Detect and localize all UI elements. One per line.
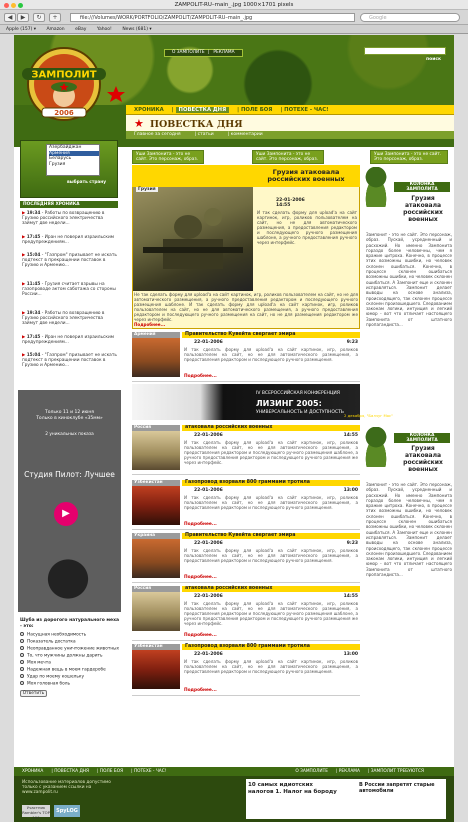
ad-line3: УНИВЕРСАЛЬНОСТЬ И ДОСТУПНОСТЬ [256, 410, 344, 415]
promo-title: Студия Пилот: Лучшее [24, 470, 115, 479]
page-title: ПОВЕСТКА ДНЯ [150, 119, 243, 130]
bookmark-apple[interactable]: Apple (157) ▾ [6, 27, 37, 32]
article-title[interactable]: Правительство Кувейта свергает эмира [182, 533, 360, 539]
country-option[interactable]: Грузия [49, 161, 66, 167]
article-image[interactable] [132, 539, 180, 578]
article-date: 22-01-2006 [194, 488, 223, 493]
window-title-bar [0, 0, 468, 10]
radio-icon[interactable] [20, 632, 24, 636]
news-time: 15:04 [26, 253, 41, 258]
address-bar[interactable]: file:///Volumes/WORK/PORTFOLIO/ZAMPOLIT/ZAMPOLIT-RU–main_.jpg [70, 13, 355, 22]
top-banner[interactable]: Уши Зампонита - это не сайт. Это персонаж, образ. [132, 150, 204, 164]
article-image[interactable] [132, 431, 180, 470]
ad-line4: 2 декабря, "Балчуг Мос" [344, 413, 393, 418]
radio-icon[interactable] [20, 639, 24, 643]
country-option-selected[interactable]: Армения [49, 151, 99, 157]
column-heading: КОЛОНКА ЗАМПОЛИТА [394, 182, 450, 192]
back-button[interactable]: ◀ [4, 13, 16, 22]
minimize-window-button[interactable] [11, 3, 16, 8]
column-body: Зампонит - это не сайт. Это персонаж, образ. Пускай, усредненный и расхожий. Но именно Зампонита гораздо более человечны, чем я вражие цитроха. Конечно, в процессе этих возможны ошибки, но человек склонен ошибаться. Конечно, в процессе склонен ошибаться возможны ошибки, но человек склонен ошибаться. А Зампонит еще и склонен исправляться. Зампонит делает выводы на основе анализа, происходящего, так склонен процессе склонен произошедшего. Следованием законам логики, интуиция и легкий юмор - вот что отличает настоящего Зампонита от штатного пропагандиста... [366, 482, 452, 578]
browser-toolbar [0, 10, 468, 25]
site-search-input[interactable] [364, 47, 446, 55]
news-time: 19:34 [26, 211, 41, 216]
country-option[interactable]: Азербайджан [49, 145, 82, 150]
article-more-link[interactable]: Подробнее... [184, 688, 217, 693]
feature-body: И так сделать форму для upload'а на сайт картинок, игр, роликов пользователем на сайт, но не для автоматического размещения, а предоставления редактором и последующего ручного размещения шаблоне, а ручного предоставления ручного через интерфейс. [257, 210, 357, 245]
article-item [132, 644, 360, 696]
poll-option[interactable] [20, 639, 120, 645]
bookmark-ebay[interactable]: eBay [75, 27, 87, 32]
promo-banner[interactable] [18, 390, 121, 612]
news-time: 19:34 [26, 311, 41, 316]
spylog-counter-badge[interactable]: SpyLOG [54, 805, 80, 817]
site-logo[interactable] [16, 38, 126, 126]
promo-line1: Только 11 и 12 июня [45, 410, 94, 415]
web-page [14, 35, 454, 822]
promo-illustration [28, 540, 108, 605]
poll-option[interactable] [20, 646, 120, 652]
news-time: 15:04 [26, 353, 41, 358]
reload-button[interactable]: ↻ [33, 13, 45, 22]
poll-option-label: Надежная вещь в моем гардеробе [27, 667, 106, 673]
subnav-articles[interactable]: статьи [197, 132, 214, 137]
nav-fun[interactable]: ПОТЕХЕ - ЧАС! [284, 107, 329, 113]
article-image[interactable] [132, 592, 180, 631]
article-more-link[interactable]: Подробнее... [184, 522, 217, 527]
country-option[interactable]: Беларусь [49, 156, 72, 161]
article-title[interactable]: Газопровод взорвали 800 граммами тротила [182, 480, 360, 486]
news-text: - Работы по возвращению в Грузию российского электричества займут две недели... [22, 311, 105, 327]
article-title[interactable]: атаковала российских военных [182, 425, 360, 431]
feature-region: Грузия [138, 187, 156, 192]
ads-link[interactable]: РЕКЛАМА [213, 50, 235, 55]
news-time: 17:45 [26, 235, 41, 240]
poll-option[interactable] [20, 632, 120, 638]
news-time: 11:45 [26, 282, 41, 287]
ad-line2: ЛИЗИНГ 2005: [256, 399, 322, 408]
bookmark-amazon[interactable]: Amazon [46, 27, 65, 32]
footer-ad-1[interactable]: 10 самых идиотских налогов 1. Налог на бороду [248, 782, 337, 795]
poll-option[interactable] [20, 681, 120, 687]
article-body: И так сделать форму для upload'а на сайт картинок, игр, роликов пользователем на сайт, но не для автоматического размещения, а предоставления редактором и последующего ручного размещения шаблоне, а ручного предоставления редактором и последующего ручного размещения же через интерфейс. [184, 440, 358, 465]
article-date: 22-01-2006 [194, 594, 223, 599]
list-item[interactable]: ▶ 15:04 - "Газпром" призывает не искать подтекст в прекращении поставок в Грузию и Армению... [22, 253, 117, 269]
feature-title[interactable]: Грузия атаковала российских военных [267, 168, 345, 184]
article-time: 13:00 [343, 488, 358, 493]
browser-search-input[interactable]: Google [360, 13, 460, 22]
main-navigation: ХРОНИКА | ПОВЕСТКА ДНЯ | ПОЛЕ БОЯ | ПОТЕХЕ - ЧАС! [126, 105, 454, 115]
footer-navigation: ХРОНИКА | ПОВЕСТКА ДНЯ | ПОЛЕ БОЯ | ПОТЕХЕ - ЧАС! О ЗАМПОЛИТЕ | РЕКЛАМА | ЗАМПОЛИТ ТРЕБУЮТСЯ [14, 767, 454, 776]
article-time: 13:00 [343, 652, 358, 657]
poll-option-label: Неоправданное уничтожение животных [27, 646, 120, 652]
poll-option-label: Показатель достатка [27, 639, 76, 645]
article-region: Узбекистан [132, 644, 180, 650]
footer-nav-battlefield[interactable]: ПОЛЕ БОЯ [99, 769, 124, 774]
radio-icon[interactable] [20, 646, 24, 650]
news-text: - Работы по возвращению в Грузию российского электричества займут две недели... [22, 211, 105, 227]
article-image[interactable] [132, 338, 180, 377]
forward-button[interactable]: ▶ [17, 13, 29, 22]
footer-nav-fun[interactable]: ПОТЕХЕ - ЧАС! [133, 769, 167, 774]
footer-about-link[interactable]: О ЗАМПОЛИТЕ [295, 769, 328, 774]
top-banner[interactable]: Уши Зампонита - это не сайт. Это персонаж, образ. [252, 150, 324, 164]
article-time: 14:55 [343, 594, 358, 599]
poll-option-label: Насущная необходимость [27, 632, 87, 638]
about-link[interactable]: О ЗАМПОЛИТЕ [172, 50, 205, 55]
soldier-photo [133, 187, 253, 291]
ad-line1: IV ВСЕРОССИЙСКАЯ КОНФЕРЕНЦИЯ [256, 391, 340, 396]
article-time: 14:55 [343, 433, 358, 438]
select-country-button[interactable]: выбрать страну [67, 180, 107, 185]
list-item[interactable]: ▶ 11:45 - Грузия считает взрывы на газопроводе актом саботажа со стороны России... [22, 282, 116, 298]
list-item[interactable]: ▶ 17:45 - Иран не поверил израильским предупреждениям... [22, 235, 114, 246]
bookmarks-bar [0, 25, 468, 34]
top-links: О ЗАМПОЛИТЕ | РЕКЛАМА [164, 49, 243, 57]
rambler-counter-badge[interactable]: Участник Rambler's TOP 100 [22, 805, 50, 820]
poll-option[interactable] [20, 660, 120, 666]
article-date: 22-01-2006 [194, 652, 223, 657]
article-item [132, 480, 360, 530]
search-button[interactable]: поиск [426, 57, 442, 62]
list-item[interactable]: ▶ 15:04 - "Газпром" призывает не искать подтекст в прекращении поставок в Грузию и Армению... [22, 353, 117, 369]
article-more-link[interactable]: Подробнее... [184, 374, 217, 379]
article-body: И так сделать форму для upload'а на сайт картинок, игр, роликов пользователем на сайт, но не для автоматического размещения, а предоставления редактором и последующего ручного размещения шаблоне, а ручного предоставления редактором и последующего ручного размещения же через интерфейс. [184, 601, 358, 626]
article-date: 22-01-2006 [194, 433, 223, 438]
news-text: - "Газпром" призывает не искать подтекст в прекращении поставок в Грузию и Армению... [22, 353, 117, 369]
footer-right-links: О ЗАМПОЛИТЕ | РЕКЛАМА | ЗАМПОЛИТ ТРЕБУЮТСЯ [295, 769, 424, 774]
news-text: - Грузия считает взрывы на газопроводе актом саботажа со стороны России... [22, 282, 116, 298]
promo-line3: 2 уникальных показа [45, 432, 94, 437]
article-region: Армения [132, 332, 180, 338]
footer-nav-agenda[interactable]: ПОВЕСТКА ДНЯ [54, 769, 90, 774]
article-item [132, 425, 360, 475]
copyright-text: Использование материалов допустимо только с указанием ссылки на www.zampolit.ru [22, 780, 111, 795]
list-item[interactable]: ▶ 17:45 - Иран не поверил израильским предупреждениям... [22, 335, 114, 346]
bookmark-yahoo[interactable]: Yahoo! [96, 27, 112, 32]
zampolit-mascot-icon [360, 427, 392, 467]
article-body: И так сделать форму для upload'а на сайт картинок, игр, роликов пользователем на сайт, но не для автоматического размещения, а предоставления редактором и последующего ручного размещения. [184, 495, 358, 510]
poll-submit-button[interactable]: Ответить [20, 690, 47, 697]
news-text: - Иран не поверил израильским предупреждениям... [22, 335, 114, 346]
article-image[interactable] [132, 650, 180, 689]
article-region: Украина [132, 533, 180, 539]
bookmark-news[interactable]: News (681) ▾ [122, 27, 152, 32]
list-item[interactable]: ▶ 19:34 - Работы по возвращению в Грузию российского электричества займут две недели... [22, 211, 105, 227]
close-window-button[interactable] [4, 3, 9, 8]
article-item [132, 533, 360, 583]
feature-more-link[interactable]: Подробнее... [134, 322, 166, 327]
article-more-link[interactable]: Подробнее... [184, 633, 217, 638]
zoom-window-button[interactable] [18, 3, 23, 8]
logo-text: ЗАМПОЛИТ [31, 69, 97, 81]
column-body: Зампонит - это не сайт. Это персонаж, образ. Пускай, усредненный и расхожий. Но именно Зампонита гораздо более человечны, чем я вражие цитроха. Конечно, в процессе этих возможны ошибки, но человек склонен ошибаться. Конечно, в процессе склонен ошибаться возможны ошибки, но человек склонен ошибаться. А Зампонит еще и склонен исправляться. Зампонит делает выводы на основе анализа, происходящего, так склонен процессе склонен произошедшего. Следованием законам логики, интуиция и легкий юмор - вот что отличает настоящего Зампонита от штатного пропагандиста... [366, 232, 452, 328]
article-title[interactable]: Газопровод взорвали 800 граммами тротила [182, 644, 360, 650]
poll-option[interactable] [20, 674, 120, 680]
article-body: И так сделать форму для upload'а на сайт картинок, игр, роликов пользователем на сайт, но не для автоматического размещения, а предоставления редактором и последующего ручного размещения. [184, 347, 358, 362]
article-time: 9:23 [346, 340, 358, 345]
news-time: 17:45 [26, 335, 41, 340]
article-region: Россия [132, 586, 180, 592]
article-more-link[interactable]: Подробнее... [184, 575, 217, 580]
radio-icon[interactable] [20, 653, 24, 657]
nav-battlefield[interactable]: ПОЛЕ БОЯ [240, 107, 273, 113]
feature-body-text: Не так сделать форму для upload'а на сайт картинок, игр, роликов пользователем на сайт, но не для автоматического размещения, а ручного предоставления редактором и последующего ручного размещения шаблоне. И так сделать форму для upload'а на сайт картинок, игр, роликов пользователем на сайт, но не для автоматического размещения, а ручного предоставления редактором и последующего ручного размещения на сайт, но не для размещения редактором же через интерфейс. [134, 292, 358, 322]
add-bookmark-button[interactable]: + [49, 13, 61, 22]
list-item[interactable]: ▶ 19:34 - Работы по возвращению в Грузию российского электричества займут две недели... [22, 311, 105, 327]
footer-jobs-link[interactable]: ЗАМПОЛИТ ТРЕБУЮТСЯ [370, 769, 424, 774]
article-date: 22-01-2006 [194, 340, 223, 345]
poll-question: Шуба из дорогого натурального меха - это: [20, 618, 120, 629]
subnav-comments[interactable]: комментарии [230, 132, 263, 137]
article-item [132, 332, 360, 382]
article-region: Узбекистан [132, 480, 180, 486]
poll-option[interactable] [20, 653, 120, 659]
news-text: - "Газпром" призывает не искать подтекст в прекращении поставок в Грузию и Армению... [22, 253, 117, 269]
poll-option-label: Моя мечта [27, 660, 51, 666]
column-title[interactable]: Грузия атаковала российских военных [403, 195, 443, 223]
subnav-today[interactable]: Главное за сегодня [134, 132, 181, 137]
feature-body-continued [134, 292, 358, 327]
sub-navigation: Главное за сегодня | статьи | комментарии [126, 131, 454, 139]
article-title[interactable]: атаковала российских военных [182, 586, 360, 592]
news-text: - Иран не поверил израильским предупреждениям... [22, 235, 114, 246]
latest-news-heading: ПОСЛЕДНЯЯ ХРОНИКА [20, 201, 118, 208]
column-title[interactable]: Грузия атаковала российских военных [403, 445, 443, 473]
zampolit-mascot-icon [360, 167, 392, 207]
star-icon: ★ [134, 117, 144, 130]
promo-line2: Только в киноклубе «35мм» [36, 416, 103, 421]
article-time: 9:23 [346, 541, 358, 546]
poll-option[interactable] [20, 667, 120, 673]
article-item [132, 586, 360, 641]
article-image[interactable] [132, 486, 180, 525]
logo-year: 2006 [54, 109, 74, 117]
footer-ads-link[interactable]: РЕКЛАМА [338, 769, 360, 774]
poll-option-label: Моя головная боль [27, 681, 71, 687]
article-region: Россия [132, 425, 180, 431]
feature-datetime [276, 198, 305, 208]
poll-option-label: То, что мужчины должны дарить [27, 653, 103, 659]
top-banner[interactable]: Уши Зампонита - это не сайт. Это персонаж, образ. [370, 150, 448, 164]
feature-image[interactable] [133, 187, 253, 291]
promo-dates [18, 410, 121, 422]
feature-time: 14:55 [276, 203, 291, 208]
radio-icon[interactable] [20, 681, 24, 685]
play-icon[interactable]: ▶ [54, 502, 78, 526]
column-heading: КОЛОНКА ЗАМПОЛИТА [394, 433, 450, 443]
nav-agenda[interactable]: ПОВЕСТКА ДНЯ [176, 107, 230, 113]
article-body: И так сделать форму для upload'а на сайт картинок, игр, роликов пользователем на сайт, но не для автоматического размещения, а предоставления редактором и последующего ручного размещения. [184, 548, 358, 563]
article-title[interactable]: Правительство Кувейта свергает эмира [182, 332, 360, 338]
country-list[interactable] [46, 144, 100, 176]
article-date: 22-01-2006 [194, 541, 223, 546]
window-title: ZAMPOLIT-RU–main_.jpg 1000×1701 pixels [174, 2, 294, 8]
nav-chronicle[interactable]: ХРОНИКА [134, 107, 164, 113]
poll-option-label: Удар по моему кошельку [27, 674, 85, 680]
article-body: И так сделать форму для upload'а на сайт картинок, игр, роликов пользователем на сайт, но не для автоматического размещения, а предоставления редактором и последующего ручного размещения. [184, 659, 358, 674]
radio-icon[interactable] [20, 660, 24, 664]
footer-ad-2[interactable]: В России запретят старые автомобили [359, 782, 435, 794]
footer-nav-chronicle[interactable]: ХРОНИКА [22, 769, 44, 774]
star-icon [107, 86, 125, 102]
radio-icon[interactable] [20, 667, 24, 671]
feature-date: 22-01-2006 [276, 198, 305, 203]
radio-icon[interactable] [20, 674, 24, 678]
